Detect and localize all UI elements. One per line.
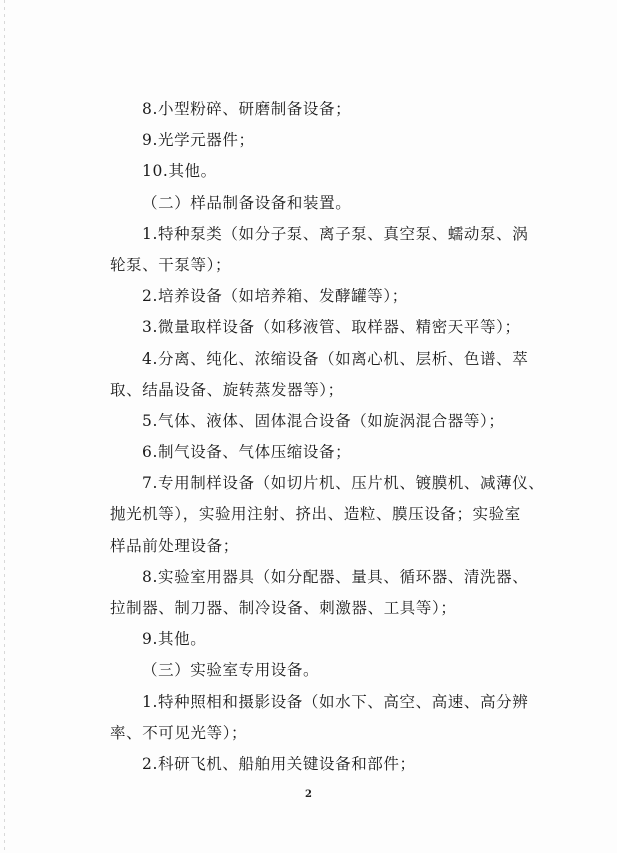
- text-line: 1.特种照相和摄影设备（如水下、高空、高速、高分辨: [142, 692, 529, 711]
- text-line: 9.其他。: [142, 630, 207, 649]
- text-line: 9.光学元器件；: [142, 131, 255, 150]
- text-line: 4.分离、纯化、浓缩设备（如离心机、层析、色谱、萃: [142, 349, 529, 368]
- page-number: 2: [305, 789, 312, 800]
- document-body: [110, 94, 545, 780]
- text-line: 6.制气设备、气体压缩设备；: [142, 443, 352, 462]
- text-line: 10.其他。: [142, 162, 217, 181]
- text-line: 率、不可见光等）；: [110, 723, 248, 742]
- text-line: 8.小型粉碎、研磨制备设备；: [142, 100, 352, 118]
- text-line: 5.气体、液体、固体混合设备（如旋涡混合器等）；: [142, 411, 505, 430]
- text-line: 2.培养设备（如培养箱、发酵罐等）；: [142, 287, 408, 306]
- scan-edge-artifact: [4, 0, 5, 853]
- text-line: 取、结晶设备、旋转蒸发器等）；: [110, 380, 344, 399]
- text-line: 1.特种泵类（如分子泵、离子泵、真空泵、蠕动泵、涡: [142, 224, 529, 243]
- text-line: 3.微量取样设备（如移液管、取样器、精密天平等）；: [142, 318, 521, 337]
- text-line: 轮泵、干泵等）；: [110, 255, 232, 274]
- text-line: （二）样品制备设备和装置。: [142, 193, 352, 212]
- text-line: 7.专用制样设备（如切片机、压片机、镀膜机、减薄仪、: [142, 474, 545, 493]
- text-line: 抛光机等），实验用注射、挤出、造粒、膜压设备；实验室: [110, 505, 521, 524]
- text-line: 拉制器、制刀器、制冷设备、刺激器、工具等）；: [110, 599, 457, 617]
- text-line: 2.科研飞机、船舶用关键设备和部件；: [142, 754, 416, 773]
- text-line: 样品前处理设备；: [110, 536, 239, 555]
- text-line: （三）实验室专用设备。: [142, 661, 320, 680]
- text-line: 8.实验室用器具（如分配器、量具、循环器、清洗器、: [142, 567, 529, 586]
